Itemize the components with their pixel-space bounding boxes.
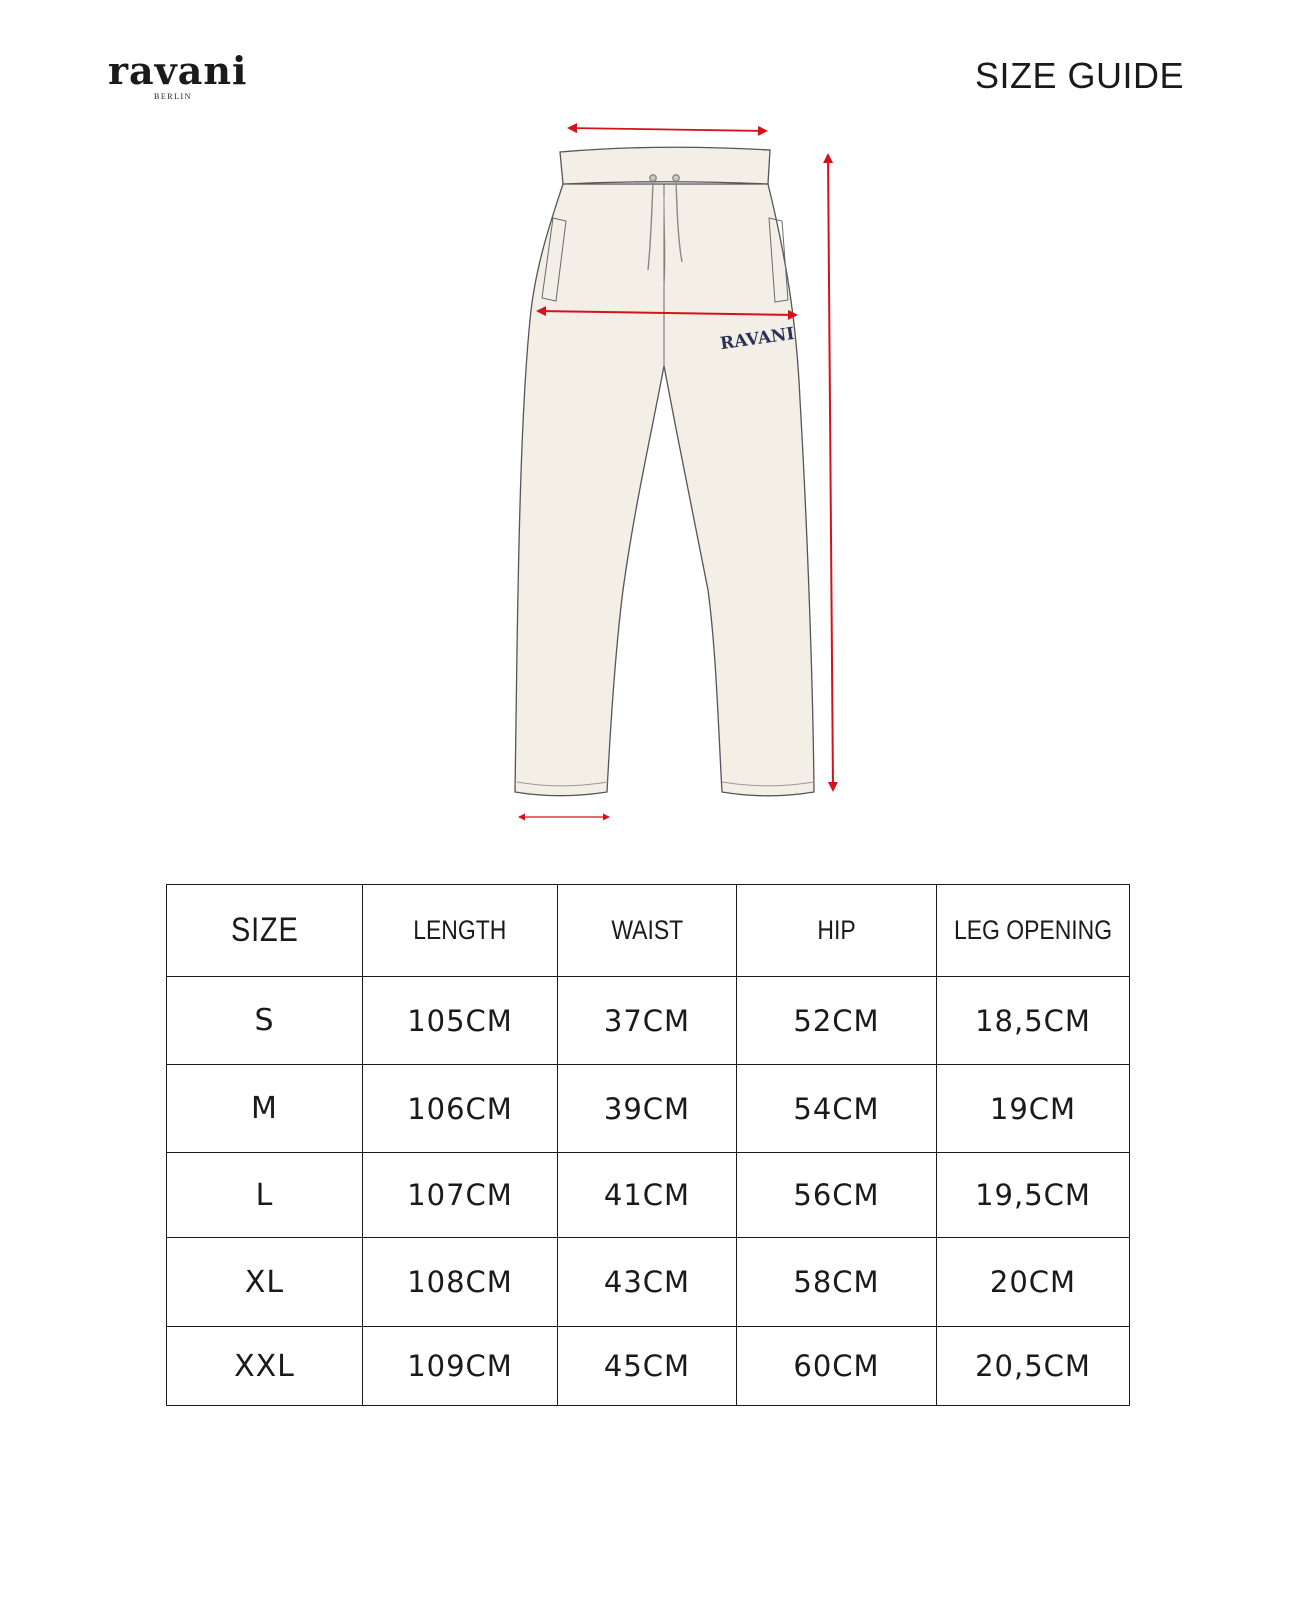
header-length: LENGTH xyxy=(363,885,558,977)
size-table xyxy=(166,884,1130,1406)
cell-length: 107CM xyxy=(363,1153,558,1238)
garment-logo: RAVANI xyxy=(718,323,796,355)
header-waist: WAIST xyxy=(558,885,737,977)
brand-name: ravani xyxy=(108,48,248,93)
cell-hip: 52CM xyxy=(737,977,937,1065)
table-row xyxy=(167,977,1130,1065)
cell-length: 109CM xyxy=(363,1327,558,1406)
cell-hip: 58CM xyxy=(737,1238,937,1327)
cell-length: 106CM xyxy=(363,1065,558,1153)
table-row xyxy=(167,1153,1130,1238)
page-title: SIZE GUIDE xyxy=(975,55,1185,96)
cell-waist: 37CM xyxy=(558,977,737,1065)
cell-waist: 39CM xyxy=(558,1065,737,1153)
waist-arrow xyxy=(569,128,766,131)
cell-length: 105CM xyxy=(363,977,558,1065)
trousers-illustration xyxy=(500,110,860,840)
cell-hip: 56CM xyxy=(737,1153,937,1238)
cell-leg-opening: 18,5CM xyxy=(937,977,1130,1065)
cell-leg-opening: 19,5CM xyxy=(937,1153,1130,1238)
cell-leg-opening: 20,5CM xyxy=(937,1327,1130,1406)
cell-waist: 45CM xyxy=(558,1327,737,1406)
cell-size: L xyxy=(167,1153,363,1238)
cell-size: M xyxy=(167,1065,363,1153)
brand-subline: BERLIN xyxy=(154,92,192,101)
cell-waist: 43CM xyxy=(558,1238,737,1327)
table-row xyxy=(167,1238,1130,1327)
cell-leg-opening: 19CM xyxy=(937,1065,1130,1153)
cell-leg-opening: 20CM xyxy=(937,1238,1130,1327)
cell-size: S xyxy=(167,977,363,1065)
header-hip: HIP xyxy=(737,885,937,977)
table-header-row xyxy=(167,885,1130,977)
brand-logo xyxy=(108,48,248,101)
cell-size: XXL xyxy=(167,1327,363,1406)
header-size: SIZE xyxy=(167,885,363,977)
cell-size: XL xyxy=(167,1238,363,1327)
cell-waist: 41CM xyxy=(558,1153,737,1238)
length-arrow xyxy=(828,155,833,790)
table-row xyxy=(167,1065,1130,1153)
cell-hip: 60CM xyxy=(737,1327,937,1406)
cell-length: 108CM xyxy=(363,1238,558,1327)
table-row xyxy=(167,1327,1130,1406)
header-leg-opening: LEG OPENING xyxy=(937,885,1130,977)
cell-hip: 54CM xyxy=(737,1065,937,1153)
